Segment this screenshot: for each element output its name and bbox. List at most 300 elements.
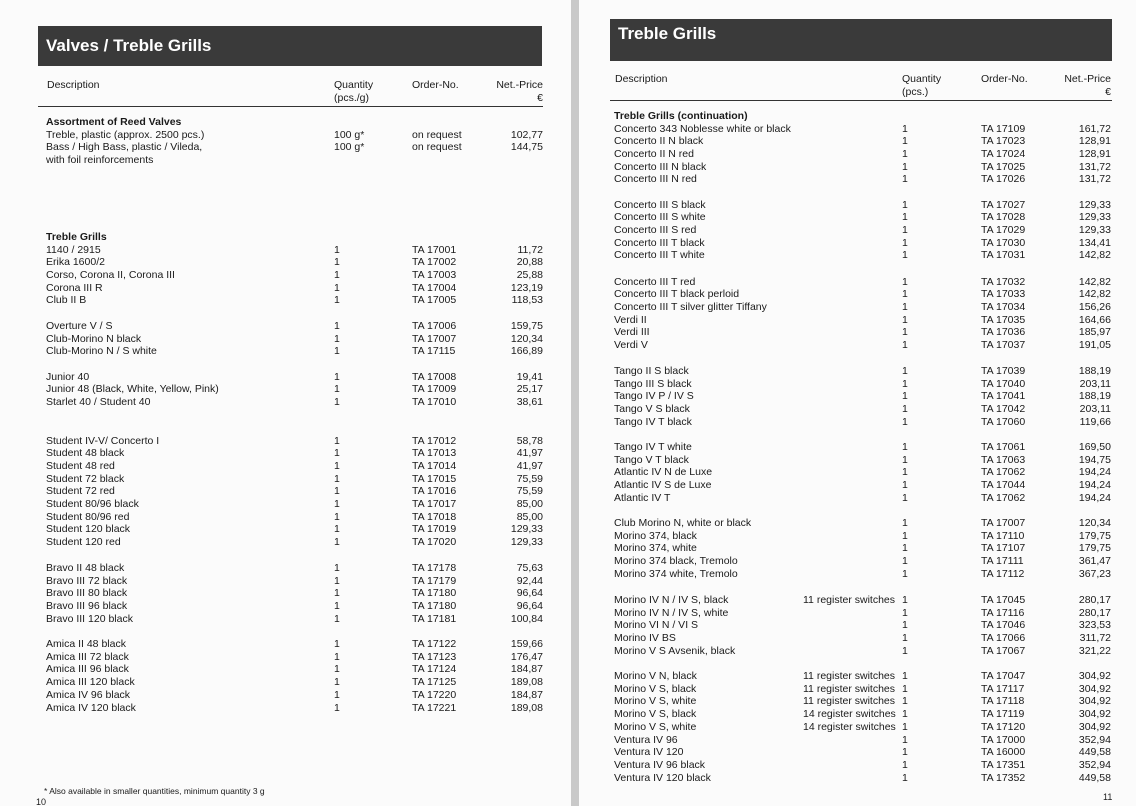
item-order-no: TA 17060	[981, 415, 1026, 428]
item-order-no: TA 17220	[412, 688, 457, 701]
item-price: 164,66	[1078, 313, 1111, 326]
item-description: Student 120 red	[46, 536, 121, 549]
item-quantity: 1	[334, 574, 340, 587]
right-page	[579, 0, 1136, 806]
item-price: 185,97	[1078, 326, 1111, 339]
item-description: Amica IV 96 black	[46, 688, 131, 701]
item-description: Amica III 72 black	[46, 650, 129, 663]
item-order-no: TA 17111	[981, 555, 1024, 568]
item-description: Club II B	[46, 294, 87, 307]
item-note: 11 register switches	[803, 594, 896, 606]
item-description: Verdi III	[614, 326, 650, 339]
item-quantity: 1	[902, 632, 908, 645]
item-quantity: 1	[902, 479, 908, 492]
item-order-no: TA 17002	[412, 256, 457, 269]
item-price: 184,87	[510, 688, 543, 701]
item-quantity: 100 g*	[334, 141, 365, 154]
item-order-no: TA 17000	[981, 733, 1026, 746]
item-quantity: 1	[334, 663, 340, 676]
item-description: Atlantic IV T	[614, 491, 671, 504]
item-order-no: TA 17179	[412, 574, 457, 587]
item-description: Bravo III 80 black	[46, 587, 128, 600]
item-quantity: 1	[334, 510, 340, 523]
item-note: 14 register switches	[803, 720, 896, 733]
item-order-no: TA 17020	[412, 536, 457, 549]
item-description: Student 48 black	[46, 447, 125, 460]
item-price: 321,22	[1078, 644, 1111, 657]
item-description: Student 72 black	[46, 472, 125, 485]
item-quantity: 1	[902, 339, 908, 351]
item-price: 142,82	[1078, 275, 1111, 288]
item-order-no: TA 17046	[981, 619, 1026, 632]
item-price: 304,92	[1078, 695, 1111, 708]
item-description: Tango V T black	[614, 453, 689, 466]
item-price: 129,33	[1078, 198, 1111, 211]
item-description: Ventura IV 120	[614, 746, 684, 759]
item-description: Club-Morino N black	[46, 332, 142, 345]
item-description: Morino 374, white	[614, 542, 697, 555]
item-order-no: TA 17040	[981, 377, 1026, 390]
item-price: 134,41	[1078, 236, 1111, 249]
item-order-no: TA 17017	[412, 498, 457, 510]
item-price: 194,24	[1078, 491, 1111, 504]
item-quantity: 1	[902, 173, 908, 186]
item-quantity: 1	[334, 523, 340, 536]
item-description: Concerto 343 Noblesse white or black	[614, 122, 791, 135]
item-order-no: TA 17023	[981, 135, 1026, 148]
item-description: Morino IV BS	[614, 632, 676, 645]
item-quantity: 1	[334, 676, 340, 689]
item-price: 194,75	[1078, 453, 1111, 466]
item-description: Amica III 96 black	[46, 663, 129, 676]
item-quantity: 1	[902, 135, 908, 148]
item-order-no: TA 17116	[981, 606, 1025, 619]
item-price: 176,47	[510, 650, 543, 663]
item-quantity: 1	[334, 688, 340, 701]
item-price: 11,72	[517, 243, 543, 256]
item-order-no: TA 17107	[981, 542, 1026, 555]
item-order-no: TA 17029	[981, 223, 1026, 236]
item-order-no: TA 17009	[412, 383, 457, 396]
item-quantity: 1	[334, 395, 340, 408]
item-price: 188,19	[1078, 365, 1111, 377]
item-description: Corona III R	[46, 281, 103, 294]
item-price: 179,75	[1078, 542, 1111, 555]
item-quantity: 1	[902, 733, 908, 746]
item-price: 189,08	[510, 676, 543, 689]
item-price: 38,61	[516, 395, 543, 408]
item-price: 25,88	[516, 268, 543, 281]
item-description: Erika 1600/2	[46, 256, 105, 269]
item-description: Bravo III 120 black	[46, 612, 133, 625]
item-price: 361,47	[1078, 555, 1111, 568]
item-quantity: 1	[334, 600, 340, 613]
item-description: Ventura IV 120 black	[614, 771, 711, 784]
item-order-no: TA 17044	[981, 479, 1026, 492]
item-quantity: 1	[902, 223, 908, 236]
item-description: Club Morino N, white or black	[614, 517, 752, 529]
right-header-net-price: Net.-Price	[1064, 73, 1111, 85]
item-price: 120,34	[510, 332, 543, 345]
item-note: 11 register switches	[803, 695, 896, 708]
item-quantity: 1	[902, 682, 908, 695]
item-description: Atlantic IV S de Luxe	[614, 479, 712, 492]
item-quantity: 1	[334, 320, 340, 332]
item-quantity: 1	[334, 587, 340, 600]
item-quantity: 1	[334, 612, 340, 625]
item-price: 19,41	[516, 370, 543, 383]
left-page-title: Valves / Treble Grills	[38, 26, 542, 66]
item-price: 203,11	[1079, 377, 1111, 390]
item-price: 304,92	[1078, 670, 1111, 682]
item-description: Morino V S, black	[614, 682, 697, 695]
left-header-net-price: Net.-Price	[496, 79, 543, 91]
left-page-number: 10	[36, 797, 47, 806]
item-price: 156,26	[1078, 300, 1111, 313]
left-header-currency: €	[537, 92, 543, 104]
item-quantity: 1	[902, 746, 908, 759]
item-order-no: on request	[412, 141, 462, 154]
item-order-no: TA 17221	[412, 701, 457, 714]
item-order-no: TA 17062	[981, 466, 1026, 479]
item-quantity: 1	[902, 758, 908, 771]
item-quantity: 1	[902, 453, 908, 466]
item-note: 11 register switches	[803, 682, 896, 695]
item-description: Junior 48 (Black, White, Yellow, Pink)	[46, 383, 219, 396]
item-price: 128,91	[1078, 135, 1111, 148]
item-order-no: TA 17181	[412, 612, 457, 625]
item-description: Treble, plastic (approx. 2500 pcs.)	[46, 128, 205, 141]
item-description: Student 80/96 black	[46, 498, 139, 510]
item-quantity: 1	[334, 268, 340, 281]
item-order-no: TA 17180	[412, 600, 457, 613]
item-description: Tango IV P / IV S	[614, 390, 694, 403]
item-order-no: TA 17112	[981, 567, 1025, 580]
item-order-no: TA 17019	[412, 523, 457, 536]
item-description: Student 72 red	[46, 485, 115, 498]
item-price: 120,34	[1078, 517, 1111, 529]
item-quantity: 1	[902, 147, 908, 160]
right-header-rule	[610, 100, 1112, 101]
item-quantity: 1	[334, 332, 340, 345]
item-quantity: 100 g*	[334, 128, 365, 141]
section-heading-treble-grills: Treble Grills	[46, 231, 107, 243]
item-description: Bravo II 48 black	[46, 562, 125, 574]
item-price: 194,24	[1078, 466, 1111, 479]
item-quantity: 1	[902, 365, 908, 377]
item-order-no: TA 17025	[981, 160, 1026, 173]
item-description: Amica III 120 black	[46, 676, 135, 689]
item-quantity: 1	[334, 370, 340, 383]
item-quantity: 1	[902, 606, 908, 619]
item-order-no: TA 17001	[412, 243, 457, 256]
item-note: 11 register switches	[803, 670, 896, 682]
item-order-no: TA 17119	[981, 708, 1025, 721]
item-quantity: 1	[334, 281, 340, 294]
item-order-no: TA 17061	[981, 441, 1026, 453]
item-quantity: 1	[902, 670, 908, 682]
item-description: Bass / High Bass, plastic / Vileda,	[46, 141, 203, 154]
item-price: 142,82	[1078, 249, 1111, 262]
item-quantity: 1	[902, 377, 908, 390]
item-price: 311,72	[1079, 632, 1111, 645]
item-order-no: TA 17124	[412, 663, 457, 676]
item-quantity: 1	[334, 536, 340, 549]
item-price: 123,19	[510, 281, 543, 294]
item-description: Concerto III T black perloid	[614, 288, 740, 301]
item-order-no: TA 17047	[981, 670, 1026, 682]
item-description: Concerto II N black	[614, 135, 704, 148]
item-order-no: on request	[412, 128, 462, 141]
item-quantity: 1	[902, 529, 908, 542]
item-quantity: 1	[902, 415, 908, 428]
item-order-no: TA 17004	[412, 281, 457, 294]
item-order-no: TA 17015	[412, 472, 457, 485]
item-price: 188,19	[1078, 390, 1111, 403]
item-order-no: TA 17030	[981, 236, 1026, 249]
item-order-no: TA 17033	[981, 288, 1026, 301]
item-price: 304,92	[1078, 708, 1111, 721]
item-price: 203,11	[1079, 403, 1111, 416]
item-description: Bravo III 72 black	[46, 574, 128, 587]
item-quantity: 1	[902, 313, 908, 326]
item-price: 129,33	[510, 523, 543, 536]
item-order-no: TA 17028	[981, 211, 1026, 224]
section-heading-treble-grills-continuation: Treble Grills (continuation)	[614, 110, 748, 122]
item-price: 280,17	[1078, 606, 1111, 619]
item-description: Overture V / S	[46, 320, 113, 332]
item-description: Verdi II	[614, 313, 647, 326]
item-description: Student 48 red	[46, 459, 115, 472]
item-quantity: 1	[902, 198, 908, 211]
item-order-no: TA 17110	[981, 529, 1025, 542]
item-price: 58,78	[516, 434, 543, 447]
left-header-quantity-unit: (pcs./g)	[334, 92, 370, 104]
item-order-no: TA 17032	[981, 275, 1026, 288]
right-header-quantity-unit: (pcs.)	[902, 86, 929, 98]
item-description: Tango III S black	[614, 377, 692, 390]
item-price: 41,97	[516, 447, 543, 460]
item-price: 367,23	[1078, 567, 1111, 580]
item-description: Bravo III 96 black	[46, 600, 128, 613]
item-order-no: TA 17010	[412, 395, 457, 408]
item-price: 166,89	[510, 345, 543, 358]
item-description: Morino V S Avsenik, black	[614, 644, 736, 657]
item-order-no: TA 17180	[412, 587, 457, 600]
item-quantity: 1	[902, 160, 908, 173]
item-order-no: TA 17005	[412, 294, 457, 307]
item-quantity: 1	[902, 644, 908, 657]
section-heading-reed-valves: Assortment of Reed Valves	[46, 116, 182, 128]
right-header-order-no: Order-No.	[981, 73, 1028, 85]
item-price: 119,66	[1079, 415, 1111, 428]
item-quantity: 1	[334, 294, 340, 307]
item-quantity: 1	[334, 243, 340, 256]
item-description: Concerto III T black	[614, 236, 705, 249]
item-price: 323,53	[1078, 619, 1111, 632]
right-page-number: 11	[1103, 792, 1113, 802]
item-quantity: 1	[334, 650, 340, 663]
item-description: Ventura IV 96	[614, 733, 678, 746]
item-description: Concerto II N red	[614, 147, 694, 160]
item-description: Tango IV T white	[614, 441, 692, 453]
left-header-order-no: Order-No.	[412, 79, 459, 91]
item-order-no: TA 17125	[412, 676, 457, 689]
item-description: Concerto III N red	[614, 173, 697, 186]
item-quantity: 1	[334, 638, 340, 650]
item-order-no: TA 17036	[981, 326, 1026, 339]
item-order-no: TA 16000	[981, 746, 1026, 759]
item-quantity: 1	[334, 701, 340, 714]
item-price: 352,94	[1078, 733, 1111, 746]
item-order-no: TA 17109	[981, 122, 1026, 135]
item-price: 280,17	[1078, 594, 1111, 606]
item-order-no: TA 17007	[412, 332, 457, 345]
item-quantity: 1	[334, 383, 340, 396]
item-price: 75,59	[516, 472, 543, 485]
item-note: 14 register switches	[803, 708, 896, 721]
item-price: 159,66	[510, 638, 543, 650]
right-header-quantity: Quantity	[902, 73, 942, 85]
item-price: 96,64	[516, 600, 543, 613]
item-quantity: 1	[902, 441, 908, 453]
item-order-no: TA 17062	[981, 491, 1026, 504]
item-price: 144,75	[510, 141, 543, 154]
right-header-currency: €	[1105, 86, 1111, 98]
item-description: Morino V N, black	[614, 670, 697, 682]
item-quantity: 1	[902, 122, 908, 135]
item-price: 25,17	[516, 383, 543, 396]
item-description: Starlet 40 / Student 40	[46, 395, 151, 408]
item-order-no: TA 17117	[981, 682, 1025, 695]
item-quantity: 1	[902, 466, 908, 479]
item-quantity: 1	[334, 459, 340, 472]
item-order-no: TA 17120	[981, 720, 1026, 733]
item-description: Morino 374, black	[614, 529, 697, 542]
item-price: 142,82	[1078, 288, 1111, 301]
item-description: Tango II S black	[614, 365, 689, 377]
item-price: 128,91	[1078, 147, 1111, 160]
item-price: 191,05	[1078, 339, 1111, 351]
item-description: with foil reinforcements	[46, 153, 154, 166]
item-description: Ventura IV 96 black	[614, 758, 706, 771]
item-price: 118,53	[511, 294, 543, 307]
item-order-no: TA 17037	[981, 339, 1026, 351]
item-description: Amica II 48 black	[46, 638, 126, 650]
item-order-no: TA 17014	[412, 459, 457, 472]
item-price: 161,72	[1078, 122, 1111, 135]
item-quantity: 1	[902, 288, 908, 301]
item-description: Concerto III T silver glitter Tiffany	[614, 300, 767, 313]
item-description: Concerto III S white	[614, 211, 706, 224]
item-order-no: TA 17013	[412, 447, 457, 460]
item-quantity: 1	[902, 542, 908, 555]
item-price: 129,33	[1078, 211, 1111, 224]
item-order-no: TA 17007	[981, 517, 1026, 529]
item-quantity: 1	[334, 345, 340, 358]
item-quantity: 1	[902, 555, 908, 568]
item-description: Club-Morino N / S white	[46, 345, 157, 358]
item-price: 96,64	[516, 587, 543, 600]
right-header-description: Description	[615, 73, 668, 85]
item-order-no: TA 17003	[412, 268, 457, 281]
item-quantity: 1	[902, 326, 908, 339]
item-quantity: 1	[902, 236, 908, 249]
item-description: Atlantic IV N de Luxe	[614, 466, 713, 479]
item-quantity: 1	[902, 594, 908, 606]
item-description: Morino VI N / VI S	[614, 619, 699, 632]
item-price: 100,84	[510, 612, 543, 625]
right-page-title: Treble Grills	[610, 19, 1112, 61]
left-footnote: * Also available in smaller quantities, minimum quantity 3 g	[44, 786, 265, 796]
item-description: Concerto III N black	[614, 160, 707, 173]
item-order-no: TA 17041	[981, 390, 1026, 403]
item-quantity: 1	[334, 472, 340, 485]
item-description: Morino 374 black, Tremolo	[614, 555, 738, 568]
item-order-no: TA 17031	[981, 249, 1026, 262]
item-order-no: TA 17024	[981, 147, 1026, 160]
item-quantity: 1	[902, 771, 908, 784]
item-description: Tango V S black	[614, 403, 690, 416]
item-price: 449,58	[1078, 746, 1111, 759]
item-description: Morino V S, white	[614, 695, 697, 708]
item-price: 304,92	[1078, 682, 1111, 695]
item-order-no: TA 17027	[981, 198, 1026, 211]
item-price: 129,33	[1078, 223, 1111, 236]
item-quantity: 1	[334, 562, 340, 574]
item-description: Corso, Corona II, Corona III	[46, 268, 175, 281]
item-quantity: 1	[334, 498, 340, 510]
item-quantity: 1	[902, 300, 908, 313]
item-order-no: TA 17042	[981, 403, 1026, 416]
item-description: Student 80/96 red	[46, 510, 130, 523]
left-header-quantity: Quantity	[334, 79, 374, 91]
item-description: Morino V S, white	[614, 720, 697, 733]
item-price: 449,58	[1078, 771, 1111, 784]
item-description: Tango IV T black	[614, 415, 692, 428]
item-quantity: 1	[902, 720, 908, 733]
item-quantity: 1	[902, 708, 908, 721]
item-description: Concerto III S black	[614, 198, 706, 211]
item-order-no: TA 17066	[981, 632, 1026, 645]
item-quantity: 1	[902, 211, 908, 224]
item-price: 189,08	[510, 701, 543, 714]
item-price: 194,24	[1078, 479, 1111, 492]
item-quantity: 1	[902, 249, 908, 262]
item-price: 75,59	[516, 485, 543, 498]
item-price: 184,87	[510, 663, 543, 676]
item-price: 102,77	[510, 128, 543, 141]
item-order-no: TA 17026	[981, 173, 1026, 186]
item-order-no: TA 17178	[412, 562, 457, 574]
item-order-no: TA 17006	[412, 320, 457, 332]
item-order-no: TA 17067	[981, 644, 1026, 657]
item-quantity: 1	[902, 390, 908, 403]
item-quantity: 1	[902, 403, 908, 416]
item-price: 304,92	[1078, 720, 1111, 733]
item-description: Student IV-V/ Concerto I	[46, 434, 160, 447]
item-price: 41,97	[516, 459, 543, 472]
item-quantity: 1	[902, 491, 908, 504]
item-order-no: TA 17045	[981, 594, 1026, 606]
item-order-no: TA 17352	[981, 771, 1026, 784]
item-description: Morino 374 white, Tremolo	[614, 567, 738, 580]
item-price: 169,50	[1078, 441, 1111, 453]
item-order-no: TA 17122	[412, 638, 457, 650]
item-price: 85,00	[516, 498, 543, 510]
item-quantity: 1	[334, 447, 340, 460]
left-header-rule	[38, 106, 543, 107]
